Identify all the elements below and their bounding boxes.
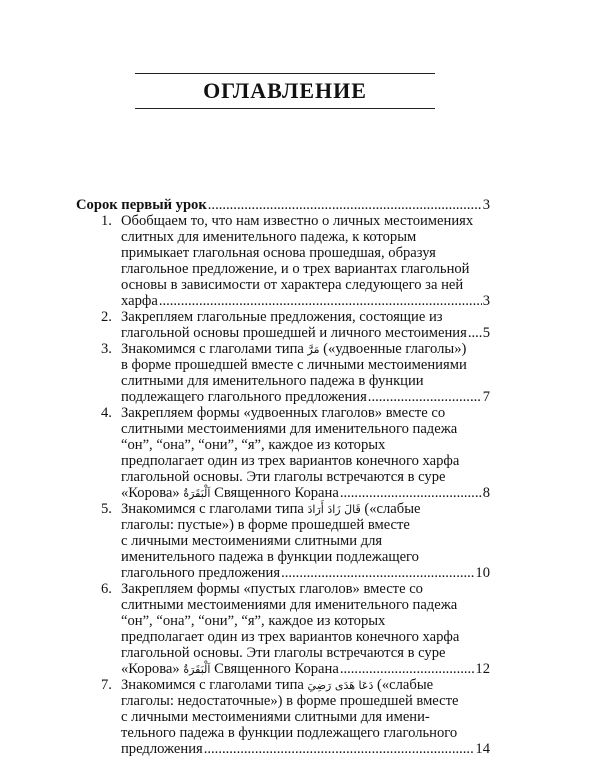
entry-line: глагольной основы. Эти глаголы встречаются в суре xyxy=(121,469,446,485)
entry-line xyxy=(121,341,466,358)
entry-line: предполагает один из трех вариантов конечного харфа xyxy=(121,629,460,645)
entry-text: («удвоенные глаголы») xyxy=(323,341,467,357)
entry-number: 7. xyxy=(101,677,112,693)
entry-text: «Корова» xyxy=(121,661,180,677)
entry-line: подлежащего глагольного предложения xyxy=(121,389,367,405)
arabic-word: اَلْبَقَرَةُ xyxy=(183,663,211,676)
entry-line: глагольной основы. Эти глаголы встречаются в суре xyxy=(121,645,446,661)
entry-line: глаголы: пустые») в форме прошедшей вместе xyxy=(121,517,410,533)
arabic-word: دَعَا هَدَى رَضِيَ xyxy=(307,679,374,692)
entry-line: с личными местоимениями слитными для имени- xyxy=(121,709,430,725)
entry-line: харфа xyxy=(121,293,158,309)
entry-line: “он”, “она”, “они”, “я”, каждое из которых xyxy=(121,613,386,629)
leader-dots xyxy=(281,565,474,581)
lesson-heading[interactable] xyxy=(76,197,490,213)
entry-number: 3. xyxy=(101,341,112,357)
leader-dots xyxy=(208,197,482,213)
title-rule-top xyxy=(135,73,435,74)
entry-line: слитных для именительного падежа, к которым xyxy=(121,229,417,245)
entry-line: глагольной основы прошедшей и личного местоимения xyxy=(121,325,467,341)
page-number: 3 xyxy=(482,293,490,309)
entry-line xyxy=(121,661,339,678)
entry-text: («слабые xyxy=(364,501,421,517)
page-title: ОГЛАВЛЕНИЕ xyxy=(203,78,367,103)
entry-number: 2. xyxy=(101,309,112,325)
leader-dots xyxy=(340,661,475,677)
entry-line: в форме прошедшей вместе с личными местоимениями xyxy=(121,357,467,373)
entry-text: Священного Корана xyxy=(214,661,339,677)
entry-line: Закрепляем формы «пустых глаголов» вместе со xyxy=(121,581,423,597)
entry-line: глагольного предложения xyxy=(121,565,281,581)
leader-dots xyxy=(159,293,482,309)
entry-line: предполагает один из трех вариантов конечного харфа xyxy=(121,453,460,469)
entry-line: слитными местоимениями для именительного падежа xyxy=(121,421,458,437)
entry-text: Знакомимся с глаголами типа xyxy=(121,501,304,517)
page-number: 10 xyxy=(475,565,490,581)
entry-line: именительного падежа в функции подлежащего xyxy=(121,549,419,565)
entry-number: 4. xyxy=(101,405,112,421)
page-number: 14 xyxy=(475,741,490,757)
entry-line: Обобщаем то, что нам известно о личных местоимениях xyxy=(121,213,474,229)
entry-line: тельного падежа в функции подлежащего глагольного xyxy=(121,725,458,741)
entry-line xyxy=(121,485,339,502)
lesson-title: Сорок первый урок xyxy=(76,197,207,213)
page-number: 3 xyxy=(482,197,490,213)
title-rule-bottom xyxy=(135,108,435,109)
entry-number: 1. xyxy=(101,213,112,229)
page-number: 5 xyxy=(482,325,490,341)
leader-dots xyxy=(204,741,475,757)
arabic-word: اَلْبَقَرَةُ xyxy=(183,487,211,500)
entry-text: Священного Корана xyxy=(214,485,339,501)
entry-line xyxy=(121,677,433,694)
entry-line xyxy=(121,501,420,518)
page-number: 8 xyxy=(482,485,490,501)
entry-line: предложения xyxy=(121,741,203,757)
entry-line: слитными местоимениями для именительного падежа xyxy=(121,597,458,613)
entry-number: 6. xyxy=(101,581,112,597)
leader-dots xyxy=(340,485,482,501)
entry-line: “он”, “она”, “они”, “я”, каждое из которых xyxy=(121,437,386,453)
entry-line: глаголы: недостаточные») в форме прошедшей вместе xyxy=(121,693,459,709)
entry-text: («слабые xyxy=(377,677,434,693)
entry-text: Знакомимся с глаголами типа xyxy=(121,677,304,693)
entry-line: основы в зависимости от характера следующего за ней xyxy=(121,277,464,293)
entry-line: с личными местоимениями слитными для xyxy=(121,533,383,549)
entry-text: «Корова» xyxy=(121,485,180,501)
entry-line: Закрепляем глагольные предложения, состоящие из xyxy=(121,309,443,325)
entry-line: глагольное предложение, и о трех вариантах глагольной xyxy=(121,261,470,277)
entry-number: 5. xyxy=(101,501,112,517)
leader-dots xyxy=(368,389,482,405)
entry-text: Знакомимся с глаголами типа xyxy=(121,341,304,357)
entry-line: примыкает глагольная основа прошедшая, образуя xyxy=(121,245,436,261)
arabic-word: مَرَّ xyxy=(307,343,320,356)
page-number: 7 xyxy=(482,389,490,405)
page-number: 12 xyxy=(475,661,490,677)
entry-line: Закрепляем формы «удвоенных глаголов» вместе со xyxy=(121,405,446,421)
arabic-word: قَالَ زَادَ أَرَادَ xyxy=(307,503,361,516)
entry-line: слитными для именительного падежа в функции xyxy=(121,373,424,389)
leader-dots xyxy=(468,325,482,341)
